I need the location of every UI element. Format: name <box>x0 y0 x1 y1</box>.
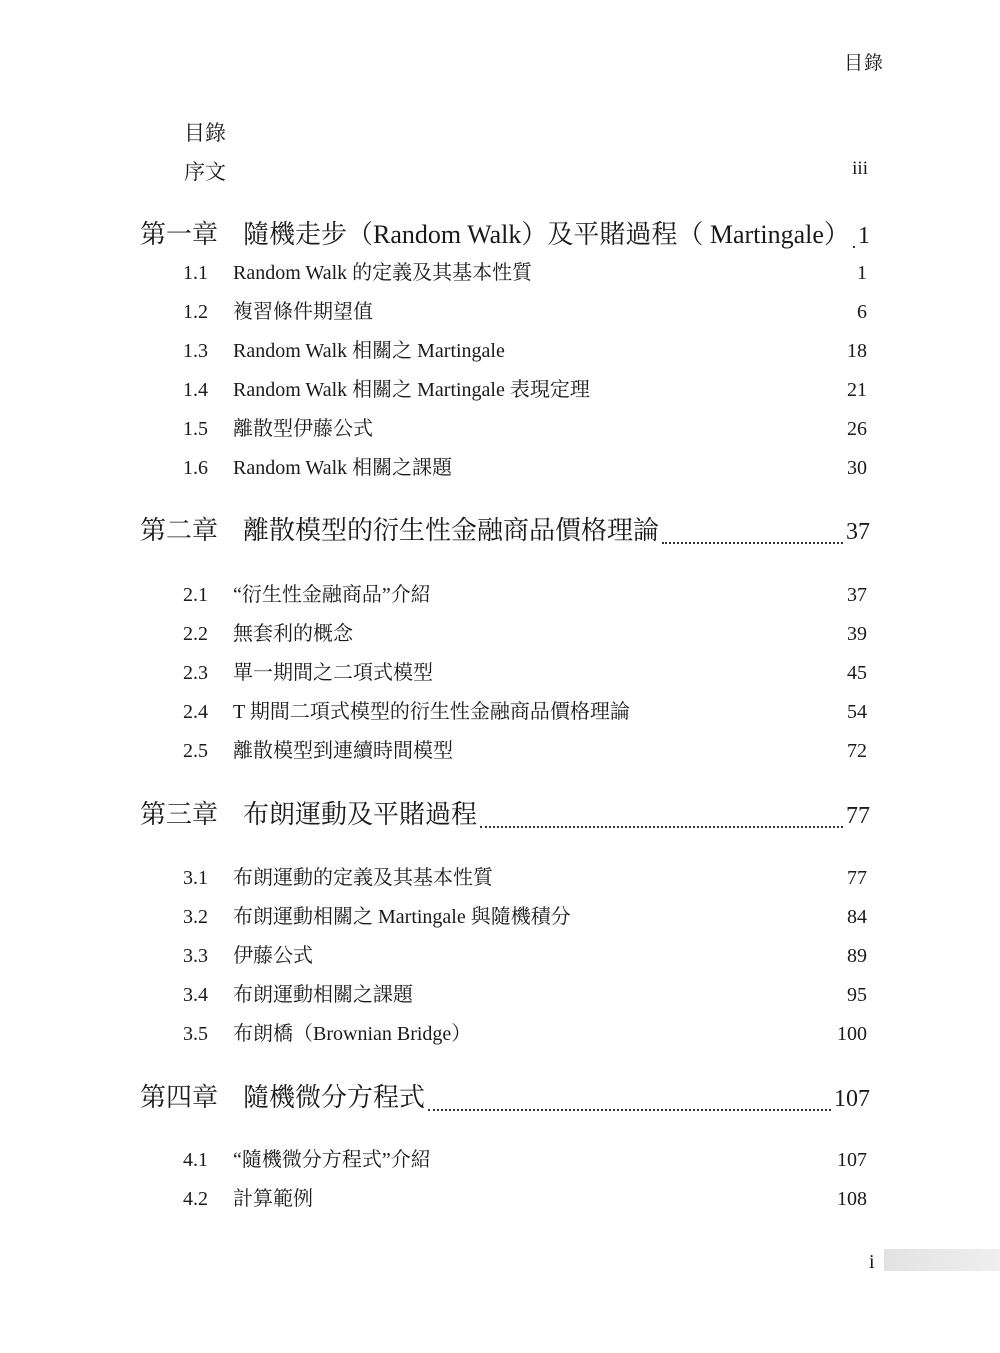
chapter-page: 37 <box>846 519 870 545</box>
section-page: 39 <box>847 623 867 645</box>
dot-leader <box>662 542 843 544</box>
chapter-label: 第四章 <box>140 1083 219 1112</box>
toc-entry <box>183 1017 867 1047</box>
section-title: 複習條件期望值 <box>233 301 373 323</box>
section-title: 離散模型到連續時間模型 <box>233 740 453 762</box>
section-page: 89 <box>847 945 867 967</box>
section-number: 1.4 <box>183 379 208 401</box>
section-title: 布朗運動相關之課題 <box>233 984 413 1006</box>
chapter-title: 隨機微分方程式 <box>243 1083 426 1112</box>
section-page: 21 <box>847 379 867 401</box>
toc-entry <box>183 412 867 442</box>
toc-entry <box>183 256 867 286</box>
section-page: 108 <box>837 1188 867 1210</box>
section-page: 77 <box>847 867 867 889</box>
section-page: 1 <box>857 262 867 284</box>
chapter-title: 隨機走步（Random Walk）及平賭過程（ Martingale） <box>243 220 850 249</box>
section-page: 54 <box>847 701 867 723</box>
section-title: 伊藤公式 <box>233 945 313 967</box>
section-number: 1.2 <box>183 301 208 323</box>
section-title: Random Walk 的定義及其基本性質 <box>233 262 533 284</box>
section-number: 2.5 <box>183 740 208 762</box>
toc-entry <box>183 1182 867 1212</box>
toc-entry <box>183 978 867 1008</box>
chapter-page: 107 <box>834 1086 870 1112</box>
toc-entry <box>183 1143 867 1173</box>
section-title: “隨機微分方程式”介紹 <box>233 1149 431 1171</box>
section-number: 1.1 <box>183 262 208 284</box>
section-title: 計算範例 <box>233 1188 313 1210</box>
chapter-page: 77 <box>846 803 870 829</box>
section-number: 2.3 <box>183 662 208 684</box>
section-title: Random Walk 相關之課題 <box>233 457 453 479</box>
page-edge-shade <box>884 1249 1000 1271</box>
toc-entry <box>183 656 867 686</box>
toc-entry <box>183 578 867 608</box>
toc-entry <box>183 451 867 481</box>
toc-entry <box>183 295 867 325</box>
running-head: 目錄 <box>843 53 884 74</box>
section-title: 布朗運動相關之 Martingale 與隨機積分 <box>233 906 571 928</box>
section-title: T 期間二項式模型的衍生性金融商品價格理論 <box>233 701 630 723</box>
section-number: 2.4 <box>183 701 208 723</box>
section-page: 84 <box>847 906 867 928</box>
section-number: 4.2 <box>183 1188 208 1210</box>
toc-entry <box>183 695 867 725</box>
section-page: 95 <box>847 984 867 1006</box>
chapter-heading <box>140 214 870 254</box>
toc-entry <box>183 861 867 891</box>
section-page: 107 <box>837 1149 867 1171</box>
toc-entry <box>183 939 867 969</box>
section-number: 3.4 <box>183 984 208 1006</box>
section-number: 3.2 <box>183 906 208 928</box>
section-page: 45 <box>847 662 867 684</box>
section-title: 布朗橋（Brownian Bridge） <box>233 1023 472 1045</box>
section-page: 37 <box>847 584 867 606</box>
chapter-heading <box>140 510 870 550</box>
section-number: 1.5 <box>183 418 208 440</box>
chapter-label: 第二章 <box>140 516 219 545</box>
section-number: 1.3 <box>183 340 208 362</box>
section-page: 26 <box>847 418 867 440</box>
section-title: “衍生性金融商品”介紹 <box>233 584 431 606</box>
dot-leader <box>480 826 843 828</box>
dot-leader <box>853 246 855 248</box>
page-number: i <box>869 1251 875 1273</box>
section-number: 3.1 <box>183 867 208 889</box>
toc-entry <box>183 334 867 364</box>
section-number: 1.6 <box>183 457 208 479</box>
toc-entry <box>183 900 867 930</box>
section-number: 2.2 <box>183 623 208 645</box>
section-number: 4.1 <box>183 1149 208 1171</box>
section-page: 30 <box>847 457 867 479</box>
front-matter-contents: 目錄 <box>184 121 226 145</box>
chapter-heading <box>140 1077 870 1117</box>
section-number: 2.1 <box>183 584 208 606</box>
front-matter-preface: 序文 <box>184 160 226 184</box>
toc-entry <box>183 373 867 403</box>
section-page: 100 <box>837 1023 867 1045</box>
chapter-label: 第三章 <box>140 800 219 829</box>
toc-entry <box>183 617 867 647</box>
section-title: Random Walk 相關之 Martingale 表現定理 <box>233 379 590 401</box>
section-page: 18 <box>847 340 867 362</box>
chapter-page: 1 <box>858 223 870 249</box>
front-matter-preface-page: iii <box>852 158 868 179</box>
section-page: 6 <box>857 301 867 323</box>
section-title: 布朗運動的定義及其基本性質 <box>233 867 493 889</box>
section-title: Random Walk 相關之 Martingale <box>233 340 505 362</box>
section-title: 單一期間之二項式模型 <box>233 662 433 684</box>
chapter-heading <box>140 794 870 834</box>
toc-entry <box>183 734 867 764</box>
section-number: 3.5 <box>183 1023 208 1045</box>
chapter-label: 第一章 <box>140 220 219 249</box>
section-number: 3.3 <box>183 945 208 967</box>
section-page: 72 <box>847 740 867 762</box>
chapter-title: 離散模型的衍生性金融商品價格理論 <box>243 516 660 545</box>
section-title: 離散型伊藤公式 <box>233 418 373 440</box>
section-title: 無套利的概念 <box>233 623 353 645</box>
chapter-title: 布朗運動及平賭過程 <box>243 800 478 829</box>
dot-leader <box>428 1109 831 1111</box>
